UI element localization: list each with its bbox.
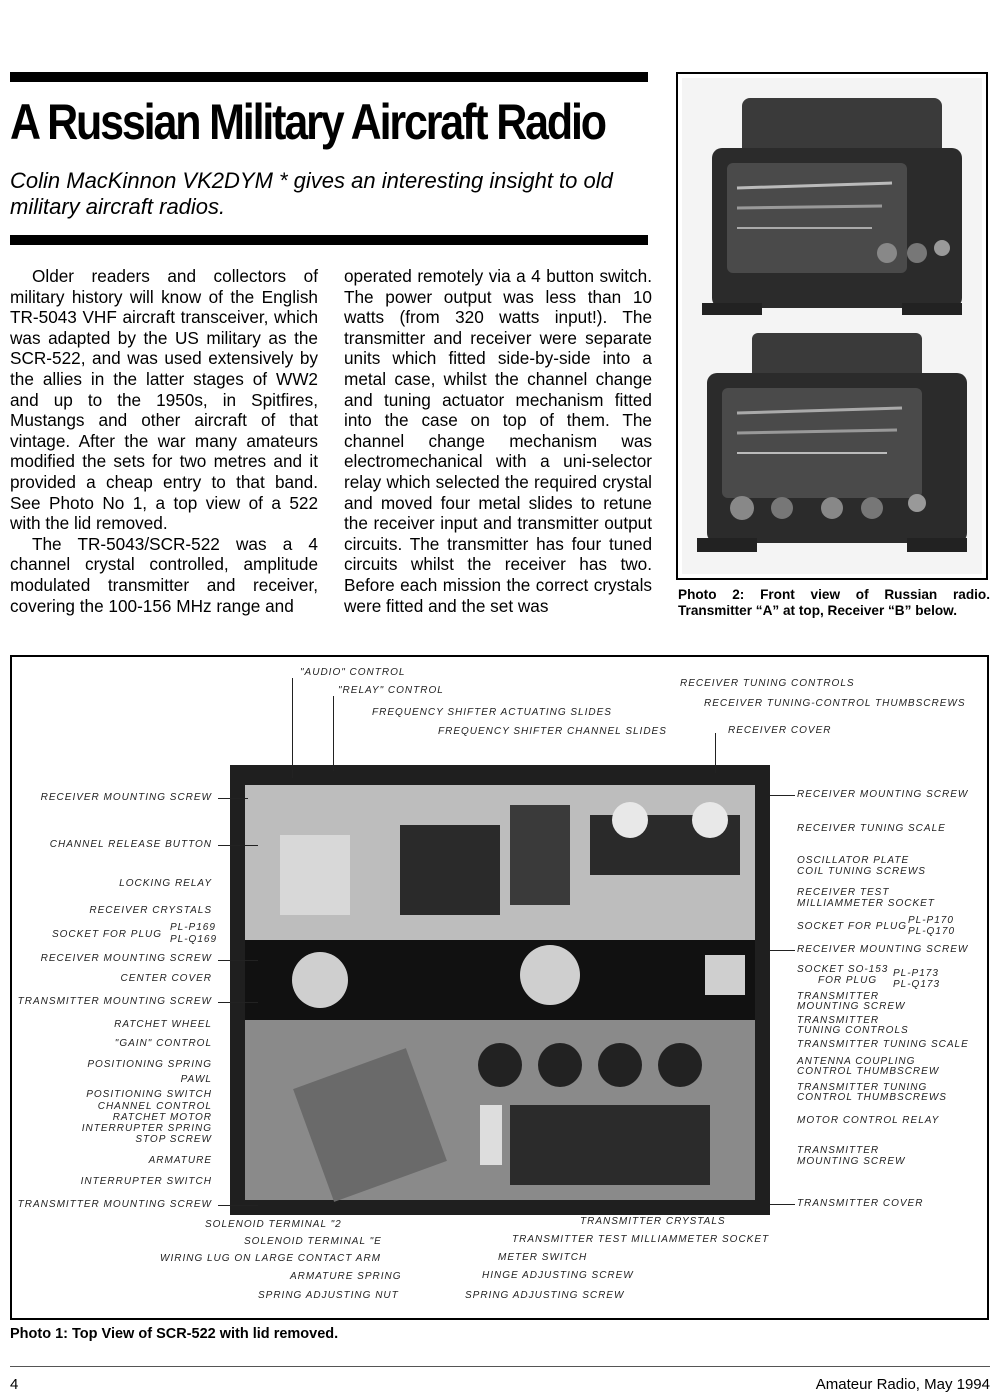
label-right: TRANSMITTER COVER [797, 1198, 924, 1209]
label-left: RECEIVER MOUNTING SCREW [40, 792, 212, 803]
label-left: TRANSMITTER MOUNTING SCREW [17, 996, 212, 1007]
label-receiver-tuning-controls: RECEIVER TUNING CONTROLS [680, 678, 855, 689]
label-right: SOCKET SO-153 [797, 964, 889, 975]
label-left: STOP SCREW [135, 1134, 212, 1145]
article-title: A Russian Military Aircraft Radio [10, 94, 605, 150]
label-freq-shifter-channel: FREQUENCY SHIFTER CHANNEL SLIDES [438, 726, 667, 737]
label-right: PL-P173 [893, 968, 939, 979]
label-right: SOCKET FOR PLUG [797, 921, 908, 932]
top-rule [10, 72, 648, 82]
label-bottom: TRANSMITTER TEST MILLIAMMETER SOCKET [512, 1234, 770, 1245]
leader-line [218, 845, 258, 846]
paragraph: Older readers and collectors of military history will know of the English TR-5043 VHF aircraft transceiver, which was adapted by the US military as the SCR-522, and was used extensively by the allies in the latter stages of WW2 and up to the 1950s, in Spitfires, Mustangs and other aircraft of that vintage. After the war many amateurs modified the sets for two metres and it provided a cheap entry to that band. See Photo No 1, a top view of a 522 with the lid removed. [10, 266, 318, 534]
label-right: PL-Q170 [908, 926, 956, 937]
label-right: MOUNTING SCREW [797, 1001, 906, 1012]
body-column-1 [10, 266, 318, 616]
label-right: CONTROL THUMBSCREWS [797, 1092, 947, 1103]
label-right: RECEIVER MOUNTING SCREW [797, 944, 969, 955]
label-left: PL-P169 [170, 922, 216, 933]
photo1-scr522-image [230, 765, 770, 1215]
photo2-caption: Photo 2: Front view of Russian radio. Transmitter “A” at top, Receiver “B” below. [678, 587, 990, 618]
label-left: POSITIONING SPRING [87, 1059, 212, 1070]
label-right: TRANSMITTER [797, 991, 880, 1002]
leader-line [218, 798, 248, 799]
label-left: ARMATURE [148, 1155, 212, 1166]
label-right: RECEIVER TEST [797, 887, 890, 898]
label-left: CHANNEL RELEASE BUTTON [49, 839, 212, 850]
leader-line [770, 950, 795, 951]
label-bottom: TRANSMITTER CRYSTALS [580, 1216, 726, 1227]
label-right: RECEIVER MOUNTING SCREW [797, 789, 969, 800]
leader-line [770, 795, 795, 796]
label-left: TRANSMITTER MOUNTING SCREW [17, 1199, 212, 1210]
label-left: SOCKET FOR PLUG [51, 929, 162, 940]
label-right: FOR PLUG [818, 975, 878, 986]
label-right: TUNING CONTROLS [797, 1025, 909, 1036]
label-right: MOTOR CONTROL RELAY [797, 1115, 940, 1126]
leader-line [218, 1002, 258, 1003]
paragraph: operated remotely via a 4 button switch. The power output was less than 10 watts (from 320 watts input!). The transmitter and receiver were separate units which fitted side-by-side into a metal case, whilst the channel change and tuning actuator mechanism fitted into the case on top of them. The channel change mechanism was electromechanical with a uni-selector relay which selected the required crystal and moved four metal slides to retune the receiver input and transmitter output circuits. The transmitter has four tuned circuits whilst the receiver has two. Before each mission the correct crystals were fitted and the set was [344, 266, 652, 616]
label-right: CONTROL THUMBSCREW [797, 1066, 940, 1077]
label-right: TRANSMITTER TUNING [797, 1082, 928, 1093]
label-left: INTERRUPTER SWITCH [80, 1176, 212, 1187]
label-right: TRANSMITTER [797, 1015, 880, 1026]
label-bottom: HINGE ADJUSTING SCREW [482, 1270, 634, 1281]
subtitle-rule [10, 235, 648, 245]
label-bottom: SOLENOID TERMINAL "E [244, 1236, 382, 1247]
label-left: CHANNEL CONTROL [97, 1101, 212, 1112]
label-bottom: SPRING ADJUSTING NUT [258, 1290, 399, 1301]
label-left: CENTER COVER [120, 973, 212, 984]
label-bottom: ARMATURE SPRING [290, 1271, 402, 1282]
label-right: COIL TUNING SCREWS [797, 866, 926, 877]
leader-line [292, 678, 293, 778]
label-bottom: METER SWITCH [498, 1252, 588, 1263]
paragraph: The TR-5043/SCR-522 was a 4 channel crystal controlled, amplitude modulated transmitter and receiver, covering the 100-156 MHz range and [10, 533, 318, 616]
label-left: RECEIVER CRYSTALS [89, 905, 212, 916]
photo2-radio-image [682, 78, 982, 574]
label-right: PL-Q173 [893, 979, 941, 990]
label-right: MILLIAMMETER SOCKET [797, 898, 935, 909]
label-bottom: SOLENOID TERMINAL "2 [205, 1219, 342, 1230]
label-left: "GAIN" CONTROL [114, 1038, 212, 1049]
label-left: PAWL [180, 1074, 212, 1085]
label-relay-control: "RELAY" CONTROL [338, 685, 444, 696]
label-left: RATCHET MOTOR [112, 1112, 212, 1123]
article-subtitle: Colin MacKinnon VK2DYM * gives an interesting insight to old military aircraft radios. [10, 168, 613, 219]
photo1-caption: Photo 1: Top View of SCR-522 with lid removed. [10, 1326, 339, 1342]
label-left: PL-Q169 [170, 934, 218, 945]
label-right: RECEIVER TUNING SCALE [797, 823, 946, 834]
label-right: PL-P170 [908, 915, 954, 926]
label-audio-control: "AUDIO" CONTROL [300, 667, 406, 678]
body-column-2 [344, 266, 652, 616]
label-right: ANTENNA COUPLING [797, 1056, 916, 1067]
label-left: POSITIONING SWITCH [86, 1089, 212, 1100]
label-left: RECEIVER MOUNTING SCREW [40, 953, 212, 964]
leader-line [715, 733, 716, 773]
label-left: INTERRUPTER SPRING [81, 1123, 212, 1134]
label-receiver-tuning-thumbscrews: RECEIVER TUNING-CONTROL THUMBSCREWS [704, 698, 966, 709]
leader-line [218, 960, 258, 961]
label-left: LOCKING RELAY [119, 878, 212, 889]
label-right: OSCILLATOR PLATE [797, 855, 910, 866]
leader-line [333, 696, 334, 771]
label-receiver-cover: RECEIVER COVER [728, 725, 832, 736]
label-left: RATCHET WHEEL [114, 1019, 212, 1030]
label-bottom: WIRING LUG ON LARGE CONTACT ARM [160, 1253, 382, 1264]
label-right: TRANSMITTER [797, 1145, 880, 1156]
leader-line [770, 1204, 795, 1205]
journal-name: Amateur Radio, May 1994 [815, 1376, 990, 1393]
leader-line [218, 1205, 258, 1206]
label-right: MOUNTING SCREW [797, 1156, 906, 1167]
page-number: 4 [10, 1376, 19, 1393]
label-bottom: SPRING ADJUSTING SCREW [465, 1290, 625, 1301]
label-right: TRANSMITTER TUNING SCALE [797, 1039, 969, 1050]
footer-rule [10, 1366, 990, 1367]
label-freq-shifter-actuating: FREQUENCY SHIFTER ACTUATING SLIDES [372, 707, 612, 718]
